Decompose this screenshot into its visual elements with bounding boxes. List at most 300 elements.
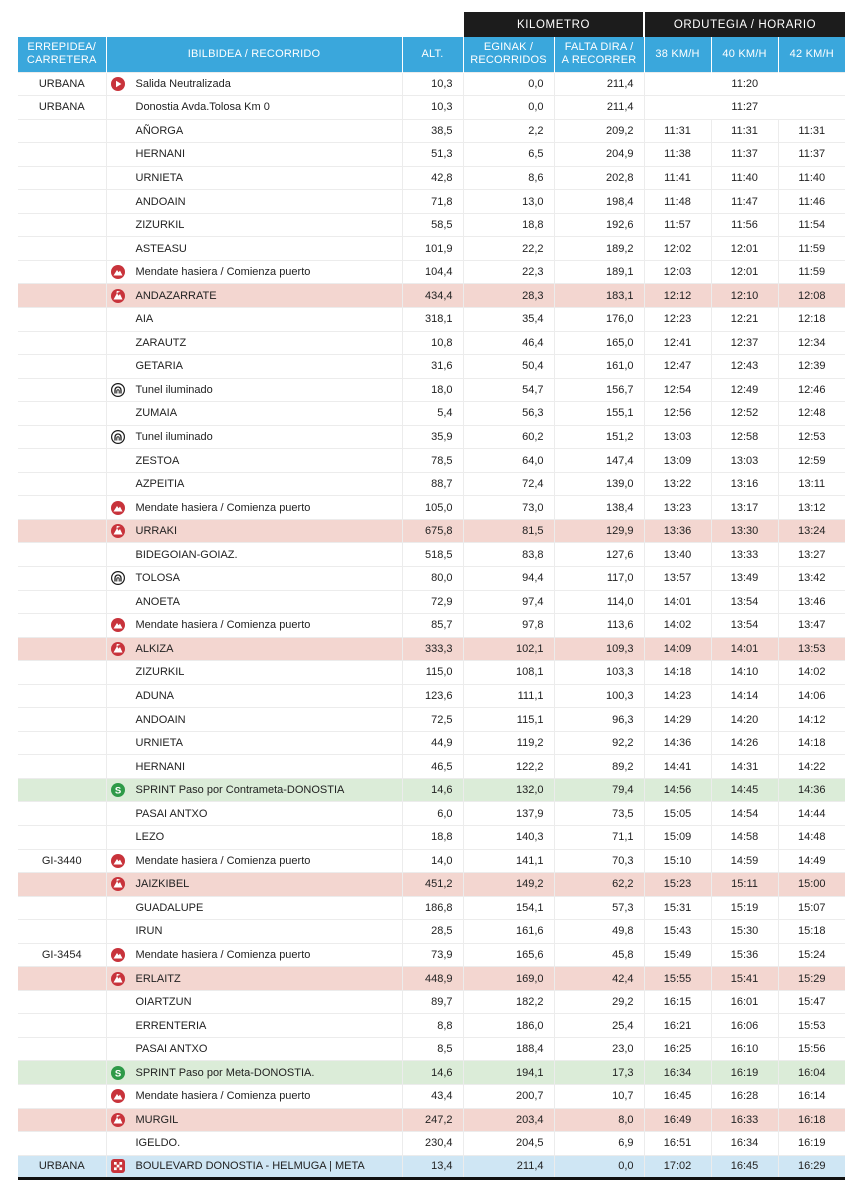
road-cell	[18, 449, 106, 473]
table-row	[18, 637, 845, 661]
time-38-cell: 13:36	[644, 519, 711, 543]
time-40-cell: 13:16	[711, 472, 778, 496]
table-row	[18, 96, 845, 120]
left-cell: 139,0	[554, 472, 644, 496]
time-42-cell: 14:36	[778, 778, 845, 802]
time-42-cell: 13:11	[778, 472, 845, 496]
time-40-cell: 16:06	[711, 1014, 778, 1038]
road-cell	[18, 237, 106, 261]
left-cell: 155,1	[554, 402, 644, 426]
header-t38: 38 KM/H	[644, 37, 711, 72]
route-cell	[106, 72, 402, 96]
header-t40: 40 KM/H	[711, 37, 778, 72]
route-cell	[106, 684, 402, 708]
time-42-cell: 12:46	[778, 378, 845, 402]
time-42-cell: 12:08	[778, 284, 845, 308]
time-38-cell: 13:03	[644, 425, 711, 449]
time-38-cell: 11:48	[644, 190, 711, 214]
done-cell: 60,2	[463, 425, 554, 449]
left-cell: 100,3	[554, 684, 644, 708]
time-38-cell: 16:49	[644, 1108, 711, 1132]
left-cell: 79,4	[554, 778, 644, 802]
left-cell: 192,6	[554, 213, 644, 237]
road-cell	[18, 496, 106, 520]
done-cell: 137,9	[463, 802, 554, 826]
done-cell: 73,0	[463, 496, 554, 520]
done-cell: 115,1	[463, 708, 554, 732]
time-38-cell: 12:41	[644, 331, 711, 355]
alt-cell: 51,3	[402, 143, 463, 167]
alt-cell: 13,4	[402, 1155, 463, 1179]
left-cell: 176,0	[554, 307, 644, 331]
left-cell: 71,1	[554, 826, 644, 850]
header-group-time: ORDUTEGIA / HORARIO	[644, 12, 845, 37]
alt-cell: 42,8	[402, 166, 463, 190]
route-cell	[106, 1061, 402, 1085]
route-name: ANOETA	[135, 595, 180, 608]
done-cell: 111,1	[463, 684, 554, 708]
time-40-cell: 12:52	[711, 402, 778, 426]
time-40-cell: 13:30	[711, 519, 778, 543]
alt-cell: 115,0	[402, 661, 463, 685]
time-38-cell: 13:23	[644, 496, 711, 520]
route-cell	[106, 826, 402, 850]
done-cell: 182,2	[463, 990, 554, 1014]
alt-cell: 44,9	[402, 731, 463, 755]
road-cell	[18, 708, 106, 732]
alt-cell: 46,5	[402, 755, 463, 779]
left-cell: 6,9	[554, 1132, 644, 1156]
table-row	[18, 402, 845, 426]
route-cell	[106, 1037, 402, 1061]
alt-cell: 333,3	[402, 637, 463, 661]
route-name: BIDEGOIAN-GOIAZ.	[135, 548, 238, 561]
time-38-cell: 17:02	[644, 1155, 711, 1179]
table-row	[18, 614, 845, 638]
done-cell: 0,0	[463, 72, 554, 96]
route-name: IGELDO.	[135, 1137, 181, 1150]
route-name: ZESTOA	[135, 454, 180, 467]
route-cell	[106, 213, 402, 237]
route-name: ZIZURKIL	[135, 219, 185, 232]
svg-text:S: S	[114, 1068, 121, 1080]
time-40-cell: 16:28	[711, 1085, 778, 1109]
table-row	[18, 1132, 845, 1156]
left-cell: 92,2	[554, 731, 644, 755]
route-name: Mendate hasiera / Comienza puerto	[135, 1090, 311, 1103]
road-cell	[18, 566, 106, 590]
route-name: ANDAZARRATE	[135, 289, 217, 302]
alt-cell: 104,4	[402, 260, 463, 284]
route-name: ANDOAIN	[135, 713, 186, 726]
road-cell	[18, 378, 106, 402]
route-name: SPRINT Paso por Contrameta-DONOSTIA	[135, 784, 345, 797]
route-name: AÑORGA	[135, 124, 184, 137]
left-cell: 151,2	[554, 425, 644, 449]
table-row	[18, 708, 845, 732]
table-row	[18, 378, 845, 402]
table-row	[18, 72, 845, 96]
header-road-line1: ERREPIDEA/	[27, 41, 97, 54]
road-cell: GI-3454	[18, 943, 106, 967]
time-38-cell: 11:31	[644, 119, 711, 143]
done-cell: 22,2	[463, 237, 554, 261]
alt-cell: 434,4	[402, 284, 463, 308]
table-row	[18, 213, 845, 237]
time-40-cell: 16:01	[711, 990, 778, 1014]
table-row	[18, 873, 845, 897]
left-cell: 189,2	[554, 237, 644, 261]
route-name: ALKIZA	[135, 642, 174, 655]
mountain-icon	[111, 289, 125, 303]
table-row	[18, 496, 845, 520]
route-name: TOLOSA	[135, 572, 180, 585]
time-42-cell: 13:47	[778, 614, 845, 638]
road-cell	[18, 472, 106, 496]
left-cell: 70,3	[554, 849, 644, 873]
left-cell: 156,7	[554, 378, 644, 402]
table-row	[18, 1061, 845, 1085]
left-cell: 29,2	[554, 990, 644, 1014]
time-40-cell: 14:54	[711, 802, 778, 826]
route-cell	[106, 755, 402, 779]
alt-cell: 10,8	[402, 331, 463, 355]
route-cell	[106, 96, 402, 120]
alt-cell: 85,7	[402, 614, 463, 638]
alt-cell: 6,0	[402, 802, 463, 826]
road-cell: URBANA	[18, 72, 106, 96]
time-40-cell: 11:40	[711, 166, 778, 190]
time-38-cell: 14:29	[644, 708, 711, 732]
tunnel-icon	[111, 430, 125, 444]
table-row	[18, 943, 845, 967]
done-cell: 50,4	[463, 355, 554, 379]
time-40-cell: 11:37	[711, 143, 778, 167]
route-name: URNIETA	[135, 171, 183, 184]
time-42-cell: 16:29	[778, 1155, 845, 1179]
time-40-cell: 15:11	[711, 873, 778, 897]
road-cell	[18, 213, 106, 237]
done-cell: 169,0	[463, 967, 554, 991]
route-name: ASTEASU	[135, 242, 187, 255]
done-cell: 64,0	[463, 449, 554, 473]
road-cell	[18, 731, 106, 755]
time-40-cell: 12:43	[711, 355, 778, 379]
time-42-cell: 12:59	[778, 449, 845, 473]
mountain-icon	[111, 524, 125, 538]
time-38-cell: 13:40	[644, 543, 711, 567]
left-cell: 0,0	[554, 1155, 644, 1179]
time-38-cell: 12:47	[644, 355, 711, 379]
time-38-cell: 15:55	[644, 967, 711, 991]
alt-cell: 8,8	[402, 1014, 463, 1038]
time-38-cell: 13:22	[644, 472, 711, 496]
route-cell	[106, 449, 402, 473]
time-42-cell: 11:40	[778, 166, 845, 190]
time-40-cell: 14:26	[711, 731, 778, 755]
time-40-cell: 13:54	[711, 614, 778, 638]
time-40-cell: 16:10	[711, 1037, 778, 1061]
route-cell	[106, 378, 402, 402]
alt-cell: 451,2	[402, 873, 463, 897]
time-38-cell: 14:56	[644, 778, 711, 802]
done-cell: 211,4	[463, 1155, 554, 1179]
road-cell: URBANA	[18, 96, 106, 120]
route-cell	[106, 896, 402, 920]
alt-cell: 78,5	[402, 449, 463, 473]
route-cell	[106, 920, 402, 944]
alt-cell: 105,0	[402, 496, 463, 520]
road-cell	[18, 166, 106, 190]
header-left-line1: FALTA DIRA /	[564, 41, 634, 54]
time-40-cell: 11:56	[711, 213, 778, 237]
climb-start-icon	[111, 265, 125, 279]
route-name: HERNANI	[135, 760, 186, 773]
time-38-cell: 14:23	[644, 684, 711, 708]
time-40-cell: 15:30	[711, 920, 778, 944]
route-name: Mendate hasiera / Comienza puerto	[135, 854, 311, 867]
road-cell	[18, 543, 106, 567]
left-cell: 211,4	[554, 72, 644, 96]
alt-cell: 72,9	[402, 590, 463, 614]
time-40-cell: 15:41	[711, 967, 778, 991]
time-42-cell: 13:42	[778, 566, 845, 590]
done-cell: 132,0	[463, 778, 554, 802]
left-cell: 103,3	[554, 661, 644, 685]
done-cell: 122,2	[463, 755, 554, 779]
route-name: Salida Neutralizada	[135, 77, 231, 90]
route-cell	[106, 543, 402, 567]
done-cell: 194,1	[463, 1061, 554, 1085]
time-40-cell: 12:21	[711, 307, 778, 331]
done-cell: 149,2	[463, 873, 554, 897]
alt-cell: 10,3	[402, 96, 463, 120]
road-cell	[18, 425, 106, 449]
route-name: ZIZURKIL	[135, 666, 185, 679]
time-42-cell: 14:18	[778, 731, 845, 755]
table-row	[18, 260, 845, 284]
time-40-cell: 16:33	[711, 1108, 778, 1132]
route-name: ERLAITZ	[135, 972, 181, 985]
time-42-cell: 15:24	[778, 943, 845, 967]
route-cell	[106, 708, 402, 732]
alt-cell: 186,8	[402, 896, 463, 920]
tunnel-icon	[111, 571, 125, 585]
done-cell: 188,4	[463, 1037, 554, 1061]
done-cell: 119,2	[463, 731, 554, 755]
done-cell: 18,8	[463, 213, 554, 237]
route-cell	[106, 566, 402, 590]
time-42-cell: 11:59	[778, 260, 845, 284]
road-cell	[18, 778, 106, 802]
time-42-cell: 14:44	[778, 802, 845, 826]
route-name: Tunel iluminado	[135, 430, 213, 443]
climb-start-icon	[111, 948, 125, 962]
table-row	[18, 449, 845, 473]
route-cell	[106, 519, 402, 543]
table-row	[18, 331, 845, 355]
route-cell	[106, 143, 402, 167]
sprint-icon	[111, 783, 125, 797]
route-cell	[106, 1155, 402, 1179]
time-42-cell: 15:56	[778, 1037, 845, 1061]
table-row	[18, 472, 845, 496]
route-name: ADUNA	[135, 689, 175, 702]
road-cell	[18, 519, 106, 543]
done-cell: 203,4	[463, 1108, 554, 1132]
route-cell	[106, 1132, 402, 1156]
left-cell: 25,4	[554, 1014, 644, 1038]
alt-cell: 247,2	[402, 1108, 463, 1132]
start-flag-icon	[111, 77, 125, 91]
alt-cell: 18,0	[402, 378, 463, 402]
route-cell	[106, 990, 402, 1014]
time-40-cell: 14:58	[711, 826, 778, 850]
time-38-cell: 16:34	[644, 1061, 711, 1085]
left-cell: 23,0	[554, 1037, 644, 1061]
alt-cell: 518,5	[402, 543, 463, 567]
left-cell: 202,8	[554, 166, 644, 190]
time-40-cell: 12:37	[711, 331, 778, 355]
route-cell	[106, 943, 402, 967]
left-cell: 49,8	[554, 920, 644, 944]
route-cell	[106, 119, 402, 143]
route-name: SPRINT Paso por Meta-DONOSTIA.	[135, 1066, 315, 1079]
header-t42: 42 KM/H	[778, 37, 845, 72]
alt-cell: 71,8	[402, 190, 463, 214]
header-road	[18, 37, 106, 72]
route-name: ZUMAIA	[135, 407, 178, 420]
left-cell: 161,0	[554, 355, 644, 379]
time-42-cell: 11:31	[778, 119, 845, 143]
table-row	[18, 425, 845, 449]
left-cell: 17,3	[554, 1061, 644, 1085]
route-schedule	[18, 12, 845, 1180]
done-cell: 46,4	[463, 331, 554, 355]
left-cell: 183,1	[554, 284, 644, 308]
done-cell: 56,3	[463, 402, 554, 426]
time-40-cell: 14:31	[711, 755, 778, 779]
time-42-cell: 13:53	[778, 637, 845, 661]
route-cell	[106, 355, 402, 379]
mountain-icon	[111, 972, 125, 986]
time-40-cell: 12:49	[711, 378, 778, 402]
route-cell	[106, 1108, 402, 1132]
time-40-cell: 13:54	[711, 590, 778, 614]
table-row	[18, 119, 845, 143]
left-cell: 57,3	[554, 896, 644, 920]
mountain-icon	[111, 1113, 125, 1127]
alt-cell: 14,6	[402, 778, 463, 802]
itinerary-table	[18, 12, 845, 1180]
header-done-line1: EGINAK /	[483, 41, 534, 54]
alt-cell: 230,4	[402, 1132, 463, 1156]
road-cell	[18, 802, 106, 826]
alt-cell: 28,5	[402, 920, 463, 944]
table-row	[18, 566, 845, 590]
climb-start-icon	[111, 501, 125, 515]
route-cell	[106, 661, 402, 685]
table-row	[18, 1037, 845, 1061]
route-cell	[106, 166, 402, 190]
road-cell	[18, 1037, 106, 1061]
time-38-cell: 16:45	[644, 1085, 711, 1109]
time-40-cell: 14:01	[711, 637, 778, 661]
time-42-cell: 11:46	[778, 190, 845, 214]
done-cell: 200,7	[463, 1085, 554, 1109]
header-alt: ALT.	[402, 37, 463, 72]
time-42-cell: 15:00	[778, 873, 845, 897]
route-cell	[106, 614, 402, 638]
done-cell: 154,1	[463, 896, 554, 920]
route-name: PASAI ANTXO	[135, 1043, 208, 1056]
left-cell: 109,3	[554, 637, 644, 661]
time-40-cell: 14:20	[711, 708, 778, 732]
route-name: LEZO	[135, 831, 165, 844]
time-40-cell: 16:34	[711, 1132, 778, 1156]
road-cell	[18, 661, 106, 685]
table-row	[18, 755, 845, 779]
road-cell	[18, 755, 106, 779]
table-row	[18, 826, 845, 850]
time-42-cell: 13:27	[778, 543, 845, 567]
time-42-cell: 16:04	[778, 1061, 845, 1085]
climb-start-icon	[111, 1089, 125, 1103]
left-cell: 211,4	[554, 96, 644, 120]
time-42-cell: 12:34	[778, 331, 845, 355]
alt-cell: 101,9	[402, 237, 463, 261]
road-cell	[18, 1014, 106, 1038]
route-name: OIARTZUN	[135, 996, 192, 1009]
time-42-cell: 12:18	[778, 307, 845, 331]
time-38-cell: 16:51	[644, 1132, 711, 1156]
time-40-cell: 12:01	[711, 260, 778, 284]
done-cell: 8,6	[463, 166, 554, 190]
time-42-cell: 13:12	[778, 496, 845, 520]
route-name: AZPEITIA	[135, 478, 185, 491]
time-merged-cell: 11:20	[644, 72, 845, 96]
table-row	[18, 1155, 845, 1179]
time-38-cell: 12:02	[644, 237, 711, 261]
left-cell: 8,0	[554, 1108, 644, 1132]
alt-cell: 89,7	[402, 990, 463, 1014]
time-42-cell: 11:54	[778, 213, 845, 237]
time-40-cell: 11:31	[711, 119, 778, 143]
time-42-cell: 11:59	[778, 237, 845, 261]
route-name: JAIZKIBEL	[135, 878, 190, 891]
done-cell: 140,3	[463, 826, 554, 850]
table-row	[18, 967, 845, 991]
left-cell: 73,5	[554, 802, 644, 826]
time-38-cell: 15:49	[644, 943, 711, 967]
left-cell: 42,4	[554, 967, 644, 991]
road-cell	[18, 990, 106, 1014]
route-name: HERNANI	[135, 148, 186, 161]
road-cell	[18, 355, 106, 379]
road-cell	[18, 896, 106, 920]
done-cell: 2,2	[463, 119, 554, 143]
table-row	[18, 143, 845, 167]
route-name: GETARIA	[135, 360, 183, 373]
time-40-cell: 13:33	[711, 543, 778, 567]
route-cell	[106, 496, 402, 520]
left-cell: 189,1	[554, 260, 644, 284]
tunnel-icon	[111, 383, 125, 397]
route-name: PASAI ANTXO	[135, 807, 208, 820]
time-38-cell: 12:12	[644, 284, 711, 308]
done-cell: 54,7	[463, 378, 554, 402]
route-name: IRUN	[135, 925, 163, 938]
